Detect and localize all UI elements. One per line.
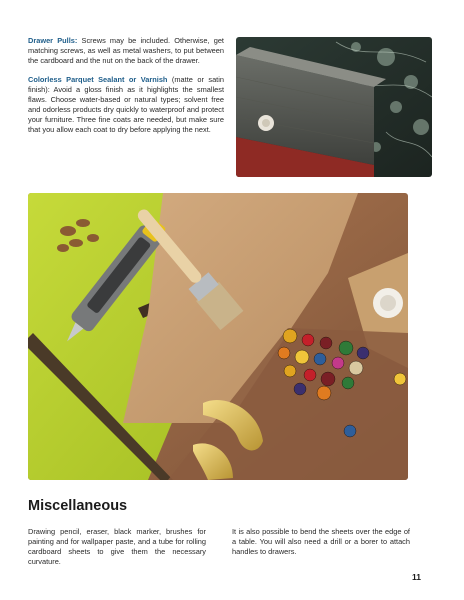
bead: [357, 347, 369, 359]
page-number: 11: [412, 572, 421, 582]
bead: [302, 334, 314, 346]
bead: [295, 350, 309, 364]
sealant-text: (matte or satin finish): Avoid a gloss finish as it highlights the smallest flaws. Choose water-based or natural types; solvent free and odorless products dry quickly to waterproof and protect your furniture. Three fine coats are needed, but make sure that you allow each coat to dry before applying the next.: [28, 75, 224, 134]
bead: [284, 365, 296, 377]
bead: [294, 383, 306, 395]
miscellaneous-text-left: Drawing pencil, eraser, black marker, brushes for painting and for wallpaper paste, and a tube for rolling cardboard sheets to give them the necessary curvature.: [28, 527, 206, 566]
bead: [283, 329, 297, 343]
materials-text: [28, 36, 224, 144]
drawer-pulls-title: Drawer Pulls:: [28, 36, 78, 45]
bead: [344, 425, 356, 437]
drawer-pulls-paragraph: [28, 36, 224, 66]
bead: [394, 373, 406, 385]
bead: [278, 347, 290, 359]
bead: [321, 372, 335, 386]
sealant-title: Colorless Parquet Sealant or Varnish: [28, 75, 168, 84]
bead: [342, 377, 354, 389]
drawer-photo: [236, 37, 432, 177]
tools-photo: [28, 193, 408, 480]
drawer-pulls-text: Screws may be included. Otherwise, get matching screws, as well as metal washers, to put between the cardboard and the nut on the back of the drawer.: [28, 36, 224, 65]
bead: [304, 369, 316, 381]
sealant-paragraph: [28, 75, 224, 135]
bead: [320, 337, 332, 349]
bead: [349, 361, 363, 375]
bead: [317, 386, 331, 400]
section-heading: Miscellaneous: [28, 498, 128, 514]
miscellaneous-text-right: It is also possible to bend the sheets over the edge of a table. You will also need a drill or a borer to attach handles to drawers.: [232, 527, 410, 556]
bead: [332, 357, 344, 369]
bead: [314, 353, 326, 365]
bead: [339, 341, 353, 355]
